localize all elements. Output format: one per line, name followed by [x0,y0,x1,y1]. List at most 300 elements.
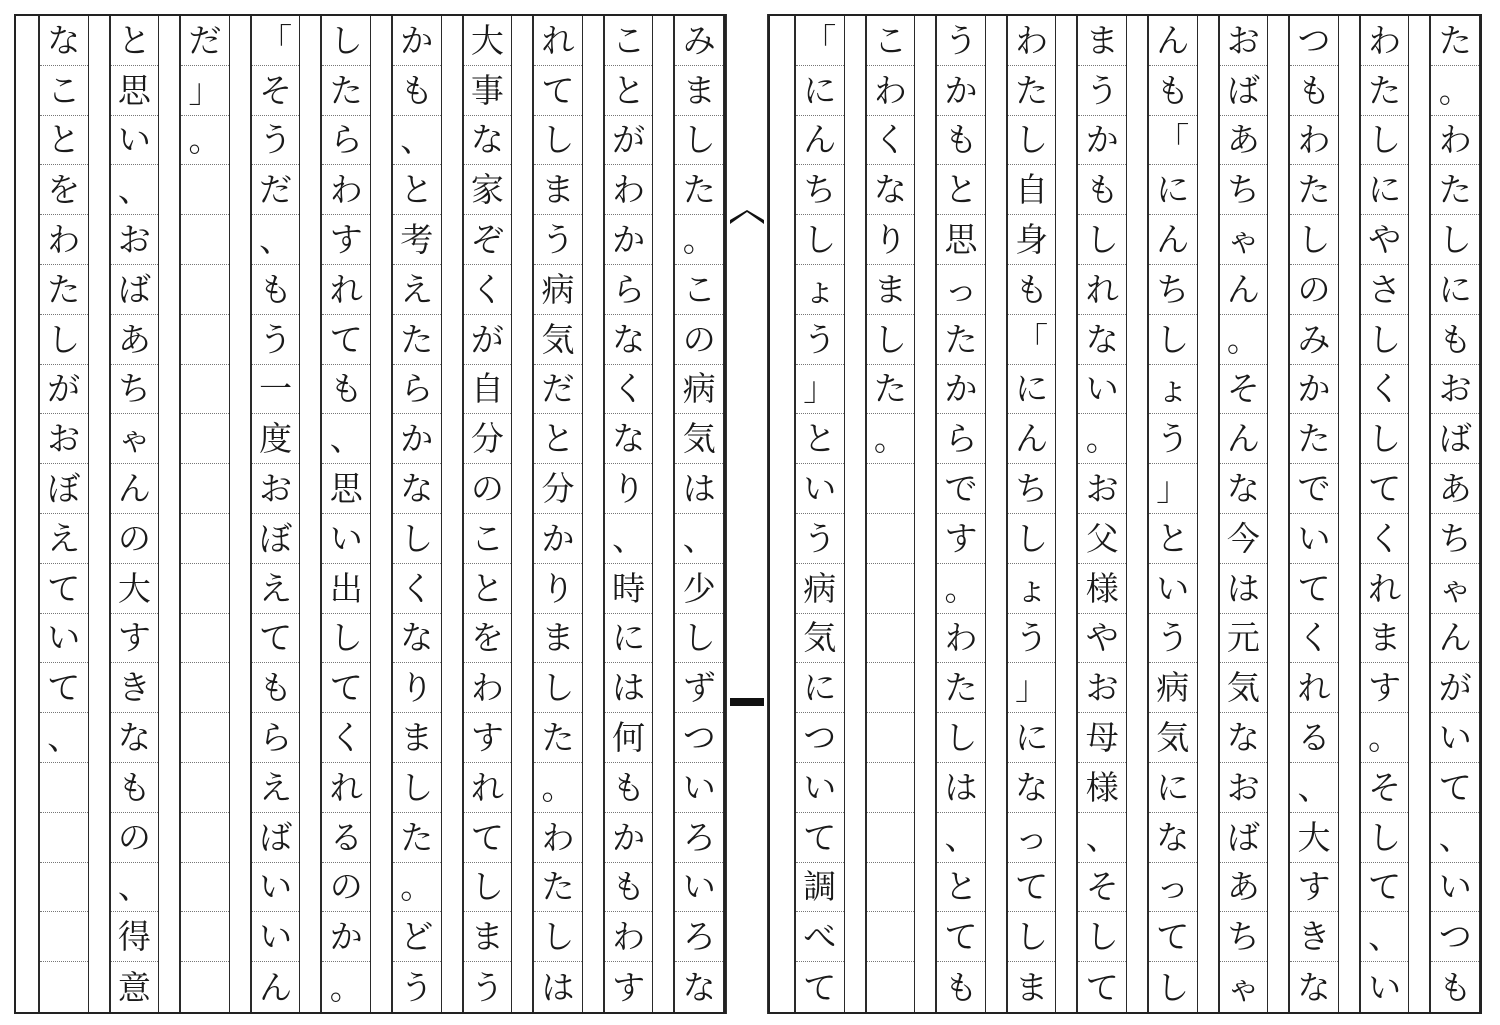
manuscript-cell-empty [181,663,229,713]
manuscript-char: い [1078,365,1126,415]
manuscript-char: く [605,365,653,415]
manuscript-char: だ [534,365,582,415]
manuscript-char: お [1220,763,1268,813]
ruby-gap-column [89,16,110,1012]
manuscript-char: い [1149,564,1197,614]
manuscript-char: 元 [1220,614,1268,664]
manuscript-char: う [937,16,985,66]
manuscript-char: た [40,265,88,315]
ruby-gap-column [230,16,251,1012]
manuscript-cell-empty [181,464,229,514]
manuscript-char: て [1008,863,1056,913]
manuscript-char: 、 [252,215,300,265]
ruby-gap-column [1339,16,1360,1012]
manuscript-char: 、 [1078,813,1126,863]
manuscript-char: あ [1431,464,1479,514]
manuscript-char: 何 [605,713,653,763]
manuscript-char: り [867,215,915,265]
manuscript-char: に [605,614,653,664]
manuscript-cell-empty [867,912,915,962]
manuscript-char: 調 [796,863,844,913]
manuscript-char: し [1008,912,1056,962]
manuscript-cell-empty [181,713,229,763]
manuscript-char: か [393,414,441,464]
manuscript-char: え [393,265,441,315]
manuscript-char: は [937,763,985,813]
manuscript-char: て [1431,763,1479,813]
manuscript-char: え [252,564,300,614]
manuscript-char: ら [393,365,441,415]
manuscript-column [604,16,654,1012]
manuscript-char: 時 [605,564,653,614]
manuscript-column [795,16,845,1012]
ruby-gap-column [1056,16,1077,1012]
manuscript-char: な [111,713,159,763]
manuscript-char: て [1085,967,1119,1007]
manuscript-char: て [1361,863,1409,913]
manuscript-char: い [675,763,723,813]
manuscript-char: 「 [252,16,300,66]
manuscript-char: 病 [534,265,582,315]
manuscript-char: き [111,663,159,713]
manuscript-char: た [937,663,985,713]
manuscript-char: ん [1220,414,1268,464]
manuscript-char: し [1361,414,1409,464]
manuscript-char: な [393,614,441,664]
manuscript-char: や [1361,215,1409,265]
manuscript-column [463,16,513,1012]
manuscript-column [251,16,301,1012]
manuscript-char: ゃ [111,414,159,464]
manuscript-char: わ [605,912,653,962]
manuscript-char: 。 [534,763,582,813]
manuscript-char: わ [322,165,370,215]
manuscript-char: た [1290,414,1338,464]
manuscript-char: し [534,116,582,166]
manuscript-char: ち [796,165,844,215]
manuscript-char: ろ [675,912,723,962]
manuscript-char: を [40,165,88,215]
manuscript-char: な [1220,713,1268,763]
manuscript-column [1148,16,1198,1012]
manuscript-char: 、 [1431,813,1479,863]
manuscript-cell-empty [867,514,915,564]
manuscript-char: 分 [464,414,512,464]
manuscript-char: な [682,967,716,1007]
right-page [768,14,1482,1014]
manuscript-cell-empty [867,614,915,664]
manuscript-char: お [111,215,159,265]
manuscript-char: お [1078,663,1126,713]
manuscript-char: 度 [252,414,300,464]
manuscript-char: し [867,315,915,365]
manuscript-char: に [1361,165,1409,215]
manuscript-char: ん [1008,414,1056,464]
manuscript-char: り [393,663,441,713]
manuscript-char: の [464,464,512,514]
manuscript-cell-empty [181,912,229,962]
manuscript-char: 。 [329,967,363,1007]
manuscript-cell-empty [867,464,915,514]
manuscript-char: て [40,564,88,614]
manuscript-char: 様 [1078,763,1126,813]
manuscript-char: え [252,763,300,813]
manuscript-column [180,16,230,1012]
manuscript-char: あ [1220,863,1268,913]
manuscript-char: な [605,414,653,464]
manuscript-cell-empty [181,215,229,265]
manuscript-char: ま [534,165,582,215]
manuscript-cell-empty [40,813,88,863]
manuscript-char: し [1156,967,1190,1007]
manuscript-column [1360,16,1410,1012]
manuscript-char: た [937,315,985,365]
manuscript-char: 、 [605,514,653,564]
manuscript-char: わ [867,66,915,116]
manuscript-char: ら [252,713,300,763]
manuscript-cell-empty [867,713,915,763]
manuscript-char: た [322,66,370,116]
manuscript-char: た [1008,66,1056,116]
manuscript-char: し [1361,315,1409,365]
manuscript-cell-empty [181,265,229,315]
manuscript-char: 一 [252,365,300,415]
manuscript-char: 、 [111,863,159,913]
manuscript-char: お [1431,365,1479,415]
manuscript-char: す [464,713,512,763]
ruby-gap-column [774,16,795,1012]
manuscript-char: い [796,763,844,813]
manuscript-cell-empty [867,663,915,713]
manuscript-char: て [322,315,370,365]
manuscript-char: さ [1361,265,1409,315]
manuscript-char: 気 [1149,713,1197,763]
manuscript-char: ば [1220,813,1268,863]
manuscript-char: ま [867,265,915,315]
manuscript-char: ち [1220,912,1268,962]
manuscript-char: こ [675,265,723,315]
manuscript-char: ぞ [464,215,512,265]
manuscript-char: し [937,713,985,763]
manuscript-char: か [937,66,985,116]
manuscript-char: 母 [1078,713,1126,763]
manuscript-char: き [1290,912,1338,962]
manuscript-char: も [111,763,159,813]
manuscript-char: 少 [675,564,723,614]
manuscript-char: わ [937,614,985,664]
manuscript-char: ょ [1149,365,1197,415]
manuscript-char: と [534,414,582,464]
manuscript-char: ょ [796,265,844,315]
manuscript-char: も [605,763,653,813]
manuscript-char: れ [1078,265,1126,315]
manuscript-char: そ [1361,763,1409,813]
manuscript-char: い [322,514,370,564]
ruby-gap-column [1127,16,1148,1012]
manuscript-char: う [796,514,844,564]
spine-mark-top [730,210,764,224]
manuscript-char: ま [534,614,582,664]
manuscript-char: わ [605,165,653,215]
manuscript-char: で [1290,464,1338,514]
spine-mark-mid [730,698,764,706]
manuscript-char: 思 [111,66,159,116]
manuscript-char: お [252,464,300,514]
manuscript-char: て [1149,912,1197,962]
manuscript-char: っ [937,265,985,315]
manuscript-char: は [605,663,653,713]
manuscript-char: の [675,315,723,365]
manuscript-char: こ [605,16,653,66]
manuscript-column [866,16,916,1012]
spine [726,14,768,1014]
manuscript-char: も [944,967,978,1007]
manuscript-char: し [1361,813,1409,863]
manuscript-char: い [1431,863,1479,913]
manuscript-char: し [675,614,723,664]
manuscript-char: 自 [464,365,512,415]
manuscript-char: 「 [1149,116,1197,166]
manuscript-char: 。 [1220,315,1268,365]
ruby-gap-column [1268,16,1289,1012]
manuscript-char: ち [1008,464,1056,514]
manuscript-char: も [393,66,441,116]
manuscript-char: し [1078,912,1126,962]
manuscript-char: そ [1220,365,1268,415]
manuscript-char: ま [1015,967,1049,1007]
manuscript-char: い [111,116,159,166]
manuscript-column [110,16,160,1012]
manuscript-char: た [534,863,582,913]
manuscript-char: と [937,863,985,913]
manuscript-char: も [252,663,300,713]
manuscript-cell-empty [181,564,229,614]
manuscript-char: 、 [675,514,723,564]
manuscript-char: る [322,813,370,863]
manuscript-char: も [1438,967,1472,1007]
manuscript-char: い [1431,713,1479,763]
manuscript-char: お [40,414,88,464]
manuscript-char: つ [1431,912,1479,962]
manuscript-char: つ [1290,16,1338,66]
manuscript-char: ら [605,265,653,315]
manuscript-char: し [40,315,88,365]
manuscript-char: 」 [1008,663,1056,713]
manuscript-char: て [40,663,88,713]
manuscript-char: て [1361,464,1409,514]
manuscript-column [39,16,89,1012]
ruby-gap-column [159,16,180,1012]
manuscript-char: 。 [181,116,229,166]
manuscript-char: し [1008,514,1056,564]
manuscript-char: は [1220,564,1268,614]
manuscript-char: だ [252,165,300,215]
manuscript-char: ち [1431,514,1479,564]
manuscript-char: を [464,614,512,664]
manuscript-cell-empty [181,414,229,464]
manuscript-char: く [464,265,512,315]
manuscript-char: に [796,66,844,116]
manuscript-char: た [675,165,723,215]
manuscript-char: た [867,365,915,415]
ruby-gap-column [1409,16,1430,1012]
ruby-gap-column [442,16,463,1012]
manuscript-char: と [393,165,441,215]
manuscript-char: な [464,116,512,166]
manuscript-cell-empty [181,813,229,863]
manuscript-char: し [1361,116,1409,166]
manuscript-char: っ [1149,863,1197,913]
manuscript-char: れ [1290,663,1338,713]
manuscript-char: う [1008,614,1056,664]
manuscript-char: に [1431,265,1479,315]
manuscript-char: で [937,464,985,514]
manuscript-char: ん [259,967,293,1007]
manuscript-char: し [534,912,582,962]
manuscript-char: わ [1008,16,1056,66]
manuscript-char: 家 [464,165,512,215]
manuscript-char: か [322,912,370,962]
manuscript-char: 病 [1149,663,1197,713]
manuscript-char: べ [796,912,844,962]
manuscript-char: ら [937,414,985,464]
manuscript-char: か [393,16,441,66]
manuscript-char: か [1290,365,1338,415]
manuscript-column [1219,16,1269,1012]
manuscript-char: 大 [464,16,512,66]
manuscript-char: れ [464,763,512,813]
manuscript-char: 思 [322,464,370,514]
manuscript-char: も [1149,66,1197,116]
manuscript-cell-empty [40,962,88,1012]
manuscript-char: 。 [1431,66,1479,116]
manuscript-char: 出 [322,564,370,614]
manuscript-char: の [111,514,159,564]
manuscript-char: 。 [675,215,723,265]
manuscript-char: 意 [117,967,151,1007]
manuscript-char: た [1431,16,1479,66]
manuscript-char: 思 [937,215,985,265]
manuscript-char: み [675,16,723,66]
manuscript-char: つ [796,713,844,763]
manuscript-char: も [937,116,985,166]
manuscript-column [1289,16,1339,1012]
manuscript-char: な [1149,813,1197,863]
ruby-gap-column [1198,16,1219,1012]
manuscript-char: っ [1008,813,1056,863]
manuscript-char: ん [796,116,844,166]
manuscript-char: う [534,215,582,265]
manuscript-char: 「 [796,16,844,66]
manuscript-char: れ [322,763,370,813]
manuscript-column [936,16,986,1012]
manuscript-char: 、 [393,116,441,166]
manuscript-char: と [1149,514,1197,564]
manuscript-char: や [1078,614,1126,664]
manuscript-char: え [40,514,88,564]
manuscript-char: 身 [1008,215,1056,265]
manuscript-char: た [1431,165,1479,215]
manuscript-char: ど [393,912,441,962]
manuscript-char: に [1149,763,1197,813]
manuscript-char: た [1290,165,1338,215]
manuscript-char: ば [1220,66,1268,116]
manuscript-char: ば [1431,414,1479,464]
manuscript-char: も [1078,165,1126,215]
manuscript-char: ち [1220,165,1268,215]
manuscript-char: ち [1149,265,1197,315]
manuscript-char: ず [675,663,723,713]
manuscript-char: て [322,663,370,713]
ruby-gap-column [371,16,392,1012]
manuscript-char: も [322,365,370,415]
manuscript-char: た [534,713,582,763]
manuscript-char: り [534,564,582,614]
manuscript-char: 。 [1078,414,1126,464]
manuscript-char: ば [252,813,300,863]
manuscript-char: が [605,116,653,166]
manuscript-char: も [605,863,653,913]
manuscript-char: く [1361,514,1409,564]
manuscript-char: な [1078,315,1126,365]
manuscript-char: く [867,116,915,166]
manuscript-char: わ [1290,116,1338,166]
manuscript-char: る [1290,713,1338,763]
manuscript-char: 気 [675,414,723,464]
manuscript-cell-empty [181,962,229,1012]
manuscript-cell-empty [181,514,229,564]
manuscript-char: す [1361,663,1409,713]
manuscript-char: ん [1149,16,1197,66]
manuscript-char: 、 [937,813,985,863]
manuscript-char: う [796,315,844,365]
manuscript-char: ん [1220,265,1268,315]
manuscript-char: 大 [1290,813,1338,863]
manuscript-char: と [464,564,512,614]
manuscript-cell-empty [40,912,88,962]
manuscript-char: て [1290,564,1338,614]
manuscript-char: だ [181,16,229,66]
left-page [14,14,726,1014]
manuscript-column [392,16,442,1012]
manuscript-char: ぼ [40,464,88,514]
manuscript-char: な [605,315,653,365]
manuscript-char: 」 [796,365,844,415]
manuscript-column [533,16,583,1012]
manuscript-cell-empty [867,564,915,614]
manuscript-char: こ [40,66,88,116]
ruby-gap-column [915,16,936,1012]
manuscript-char: わ [534,813,582,863]
manuscript-char: お [1220,16,1268,66]
manuscript-cell-empty [867,863,915,913]
manuscript-char: し [796,215,844,265]
manuscript-char: ら [322,116,370,166]
ruby-gap-column [18,16,39,1012]
manuscript-char: か [605,813,653,863]
manuscript-char: か [937,365,985,415]
manuscript-char: 得 [111,912,159,962]
manuscript-char: 分 [534,464,582,514]
manuscript-char: ま [1361,614,1409,664]
manuscript-char: ゃ [1220,215,1268,265]
manuscript-char: し [322,614,370,664]
manuscript-char: ば [111,265,159,315]
manuscript-char: わ [40,215,88,265]
manuscript-char: し [675,116,723,166]
manuscript-char: ぼ [252,514,300,564]
manuscript-char: の [322,863,370,913]
